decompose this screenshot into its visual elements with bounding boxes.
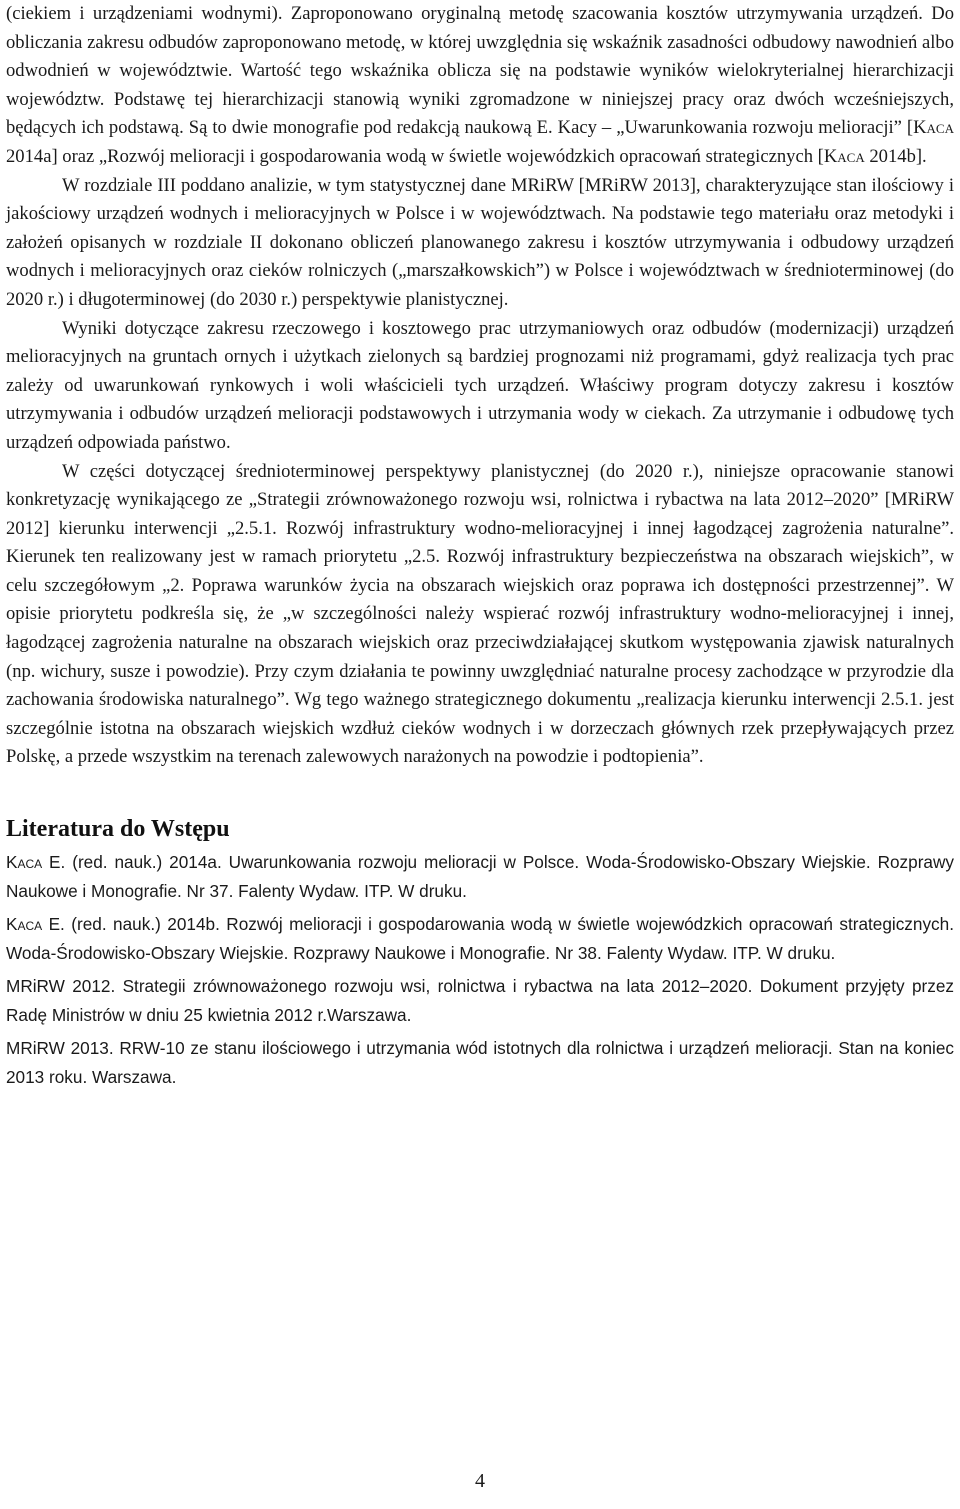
reference-entry bbox=[6, 972, 954, 1030]
text-span: 2014a] oraz „Rozwój melioracji i gospodarowania wodą w świetle wojewódzkich opracowań strategicznych [ bbox=[6, 145, 824, 167]
author-small-caps: Kaca bbox=[6, 852, 43, 873]
paragraph bbox=[6, 0, 954, 172]
paragraph bbox=[6, 458, 954, 773]
text-span: W rozdziale III poddano analizie, w tym statystycznej dane MRiRW [MRiRW 2013], charakteryzujące stan ilościowy i jakościowy urządzeń wodnych i melioracyjnych w Polsce i w województwach. Na podstawie tego materiału oraz metodyki i założeń opisanych w rozdziale II dokonano obliczeń planowanego zakresu i kosztów utrzymywania i odbudowy urządzeń wodnych i melioracyjnych oraz cieków rolniczych („marszałkowskich”) w Polsce i województwach w średnioterminowej (do 2020 r.) i długoterminowej (do 2030 r.) perspektywie planistycznej. bbox=[6, 174, 954, 310]
author-small-caps: Kaca bbox=[823, 145, 865, 167]
paragraph bbox=[6, 172, 954, 315]
text-span: (ciekiem i urządzeniami wodnymi). Zaproponowano oryginalną metodę szacowania kosztów utrzymywania urządzeń. Do obliczania zakresu odbudów zaproponowano metodę, w której uwzględnia się wskaźnik zasadności odbudowy nawodnień albo odwodnień w województwie. bbox=[6, 3, 954, 82]
text-span: Wartość tego wskaźnika oblicza się na podstawie wyników wielokryterialnej hierarchizacji województw. Podstawę tej hierarchizacji stanowią wyniki zgromadzone w niniejszej pracy oraz dwóch wcześniejszych, będących ich podstawą. Są to dwie monografie pod redakcją naukową E. Kacy – „Uwarunkowania rozwoju melioracji” [ bbox=[6, 60, 954, 139]
author-small-caps: Kaca bbox=[913, 117, 954, 139]
text-span: E. (red. nauk.) 2014a. Uwarunkowania rozwoju melioracji w Polsce. Woda-Środowisko-Obszary Wiejskie. Rozprawy Naukowe i Monografie. Nr 37. Falenty Wydaw. ITP. W druku. bbox=[6, 852, 954, 902]
text-span: W części dotyczącej średnioterminowej perspektywy planistycznej (do 2020 r.), niniejsze opracowanie stanowi konkretyzację wynikającego ze „Strategii zrównoważonego rozwoju wsi, rolnictwa i rybactwa na lata 2012–2020” [MRiRW 2012] kierunku interwencji „2.5.1. Rozwój infrastruktury wodno-melioracyjnej i innej łagodzącej zagrożenia naturalne”. Kierunek ten realizowany jest w ramach priorytetu „2.5. Rozwój infrastruktury bezpieczeństwa na obszarach wiejskich”, w celu szczegółowym „2. Poprawa warunków życia na obszarach wiejskich oraz poprawa ich dostępności przestrzennej”. W opisie priorytetu podkreśla się, że „w szczególności należy wspierać rozwój infrastruktury wodno-melioracyjnej i innej, łagodzącej zagrożenia naturalne na obszarach wiejskich oraz przeciwdziałającej skutkom występowania zjawisk naturalnych (np. wichury, susze i powodzie). Przy czym działania te powinny uwzględniać naturalne procesy zachodzące w przyrodzie dla zachowania środowiska naturalnego”. Wg tego ważnego strategicznego dokumentu „realizacja kierunku interwencji 2.5.1. jest szczególnie istotna na obszarach wiejskich wzdłuż cieków wodnych i w dorzeczach głównych rzek przepływających przez Polskę, a przede wszystkim na terenach zalewowych narażonych na powodzie i podtopienia”. bbox=[6, 460, 954, 768]
body-text bbox=[6, 0, 954, 772]
text-span: MRiRW 2012. Strategii zrównoważonego rozwoju wsi, rolnictwa i rybactwa na lata 2012–2020. Dokument przyjęty przez Radę Ministrów w dniu 25 kwietnia 2012 r.Warszawa. bbox=[6, 976, 954, 1026]
references-heading: Literatura do Wstępu bbox=[6, 816, 230, 843]
reference-entry bbox=[6, 848, 954, 906]
text-span: Wyniki dotyczące zakresu rzeczowego i kosztowego prac utrzymaniowych oraz odbudów (modernizacji) urządzeń melioracyjnych na gruntach ornych i użytkach zielonych są bardziej prognozami niż programami, gdyż realizacja tych prac zależy od uwarunkowań rynkowych i woli właścicieli tych urządzeń. Właściwy program dotyczy zakresu i kosztów utrzymywania i odbudów urządzeń melioracji podstawowych i utrzymania wody w ciekach. Za utrzymanie i odbudowę tych urządzeń odpowiada państwo. bbox=[6, 317, 954, 453]
page-number: 4 bbox=[475, 1470, 485, 1492]
reference-entry bbox=[6, 1034, 954, 1092]
document-page bbox=[6, 0, 954, 1096]
text-span: 2014b]. bbox=[864, 145, 927, 167]
references-list bbox=[6, 848, 954, 1092]
text-span: MRiRW 2013. RRW-10 ze stanu ilościowego i utrzymania wód istotnych dla rolnictwa i urządzeń melioracji. Stan na koniec 2013 roku. Warszawa. bbox=[6, 1038, 954, 1088]
reference-entry bbox=[6, 910, 954, 968]
paragraph bbox=[6, 315, 954, 458]
text-span: E. (red. nauk.) 2014b. Rozwój melioracji i gospodarowania wodą w świetle wojewódzkich opracowań strategicznych. Woda-Środowisko-Obszary Wiejskie. Rozprawy Naukowe i Monografie. Nr 38. Falenty Wydaw. ITP. W druku. bbox=[6, 914, 954, 964]
author-small-caps: Kaca bbox=[6, 914, 43, 935]
